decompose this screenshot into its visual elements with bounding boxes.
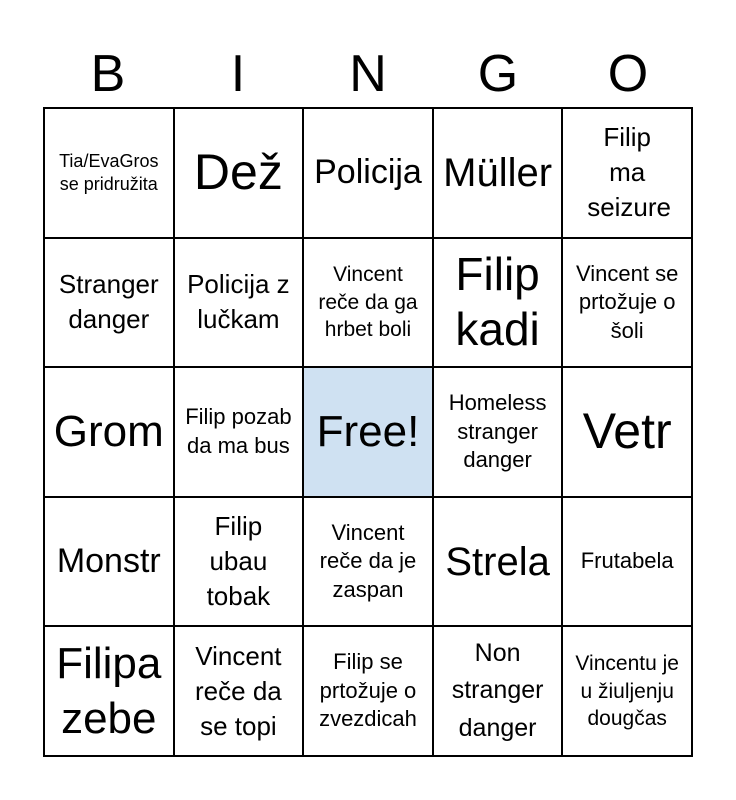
- header-letter-g: G: [477, 45, 519, 103]
- cell-text: Non stranger danger: [451, 638, 544, 742]
- bingo-cell[interactable]: [45, 627, 175, 757]
- bingo-header: [43, 40, 693, 108]
- bingo-cell[interactable]: [434, 498, 564, 628]
- bingo-cell[interactable]: [175, 109, 305, 239]
- cell-text: Filip ma seizure: [587, 122, 672, 223]
- header-letter-n: N: [349, 45, 387, 103]
- bingo-cell[interactable]: [563, 239, 693, 369]
- bingo-cell[interactable]: [175, 239, 305, 369]
- bingo-cell[interactable]: [563, 368, 693, 498]
- bingo-cell[interactable]: [304, 498, 434, 628]
- bingo-cell[interactable]: [563, 498, 693, 628]
- cell-text: Tia/EvaGros se pridružita: [59, 151, 159, 194]
- cell-text: Filip se prtožuje o zvezdicah: [319, 649, 417, 732]
- bingo-cell[interactable]: [434, 239, 564, 369]
- cell-text: Vincent reče da je zaspan: [319, 519, 417, 602]
- cell-text: Filip kadi: [455, 248, 540, 356]
- bingo-cell[interactable]: [563, 109, 693, 239]
- header-letter-o: O: [607, 45, 649, 103]
- cell-text: Vincent reče da se topi: [195, 640, 282, 741]
- bingo-cell[interactable]: [304, 239, 434, 369]
- bingo-cell[interactable]: [563, 627, 693, 757]
- bingo-cell[interactable]: [45, 109, 175, 239]
- cell-text: Free!: [316, 407, 420, 457]
- bingo-cell[interactable]: [45, 498, 175, 628]
- cell-text: Strela: [445, 539, 550, 584]
- bingo-grid: [43, 107, 693, 757]
- cell-text: Dež: [193, 144, 283, 201]
- cell-text: Filipa zebe: [56, 639, 162, 744]
- bingo-cell[interactable]: [434, 627, 564, 757]
- bingo-cell[interactable]: [175, 498, 305, 628]
- cell-text: Filip pozab da ma bus: [185, 404, 292, 458]
- bingo-cell[interactable]: [175, 368, 305, 498]
- cell-text: Müller: [443, 150, 553, 195]
- bingo-cell[interactable]: [175, 627, 305, 757]
- cell-text: Policija z lučkam: [187, 269, 290, 335]
- cell-text: Frutabela: [580, 548, 674, 574]
- cell-text: Homeless stranger danger: [448, 390, 547, 473]
- cell-text: Monstr: [56, 542, 161, 581]
- bingo-cell[interactable]: [434, 109, 564, 239]
- cell-text: Policija: [314, 153, 422, 192]
- free-space[interactable]: [304, 368, 434, 498]
- cell-text: Vincentu je u žiuljenju dougčas: [575, 652, 679, 730]
- cell-text: Filip ubau tobak: [206, 510, 271, 612]
- bingo-cell[interactable]: [45, 239, 175, 369]
- header-letter-i: I: [230, 45, 246, 103]
- bingo-cell[interactable]: [434, 368, 564, 498]
- cell-text: Vincent se prtožuje o šoli: [576, 260, 679, 343]
- header-letter-b: B: [90, 45, 126, 103]
- cell-text: Vincent reče da ga hrbet boli: [318, 263, 418, 342]
- cell-text: Stranger danger: [58, 269, 159, 335]
- cell-text: Vetr: [582, 403, 672, 460]
- bingo-cell[interactable]: [304, 627, 434, 757]
- bingo-cell[interactable]: [304, 109, 434, 239]
- cell-text: Grom: [53, 407, 164, 457]
- bingo-cell[interactable]: [45, 368, 175, 498]
